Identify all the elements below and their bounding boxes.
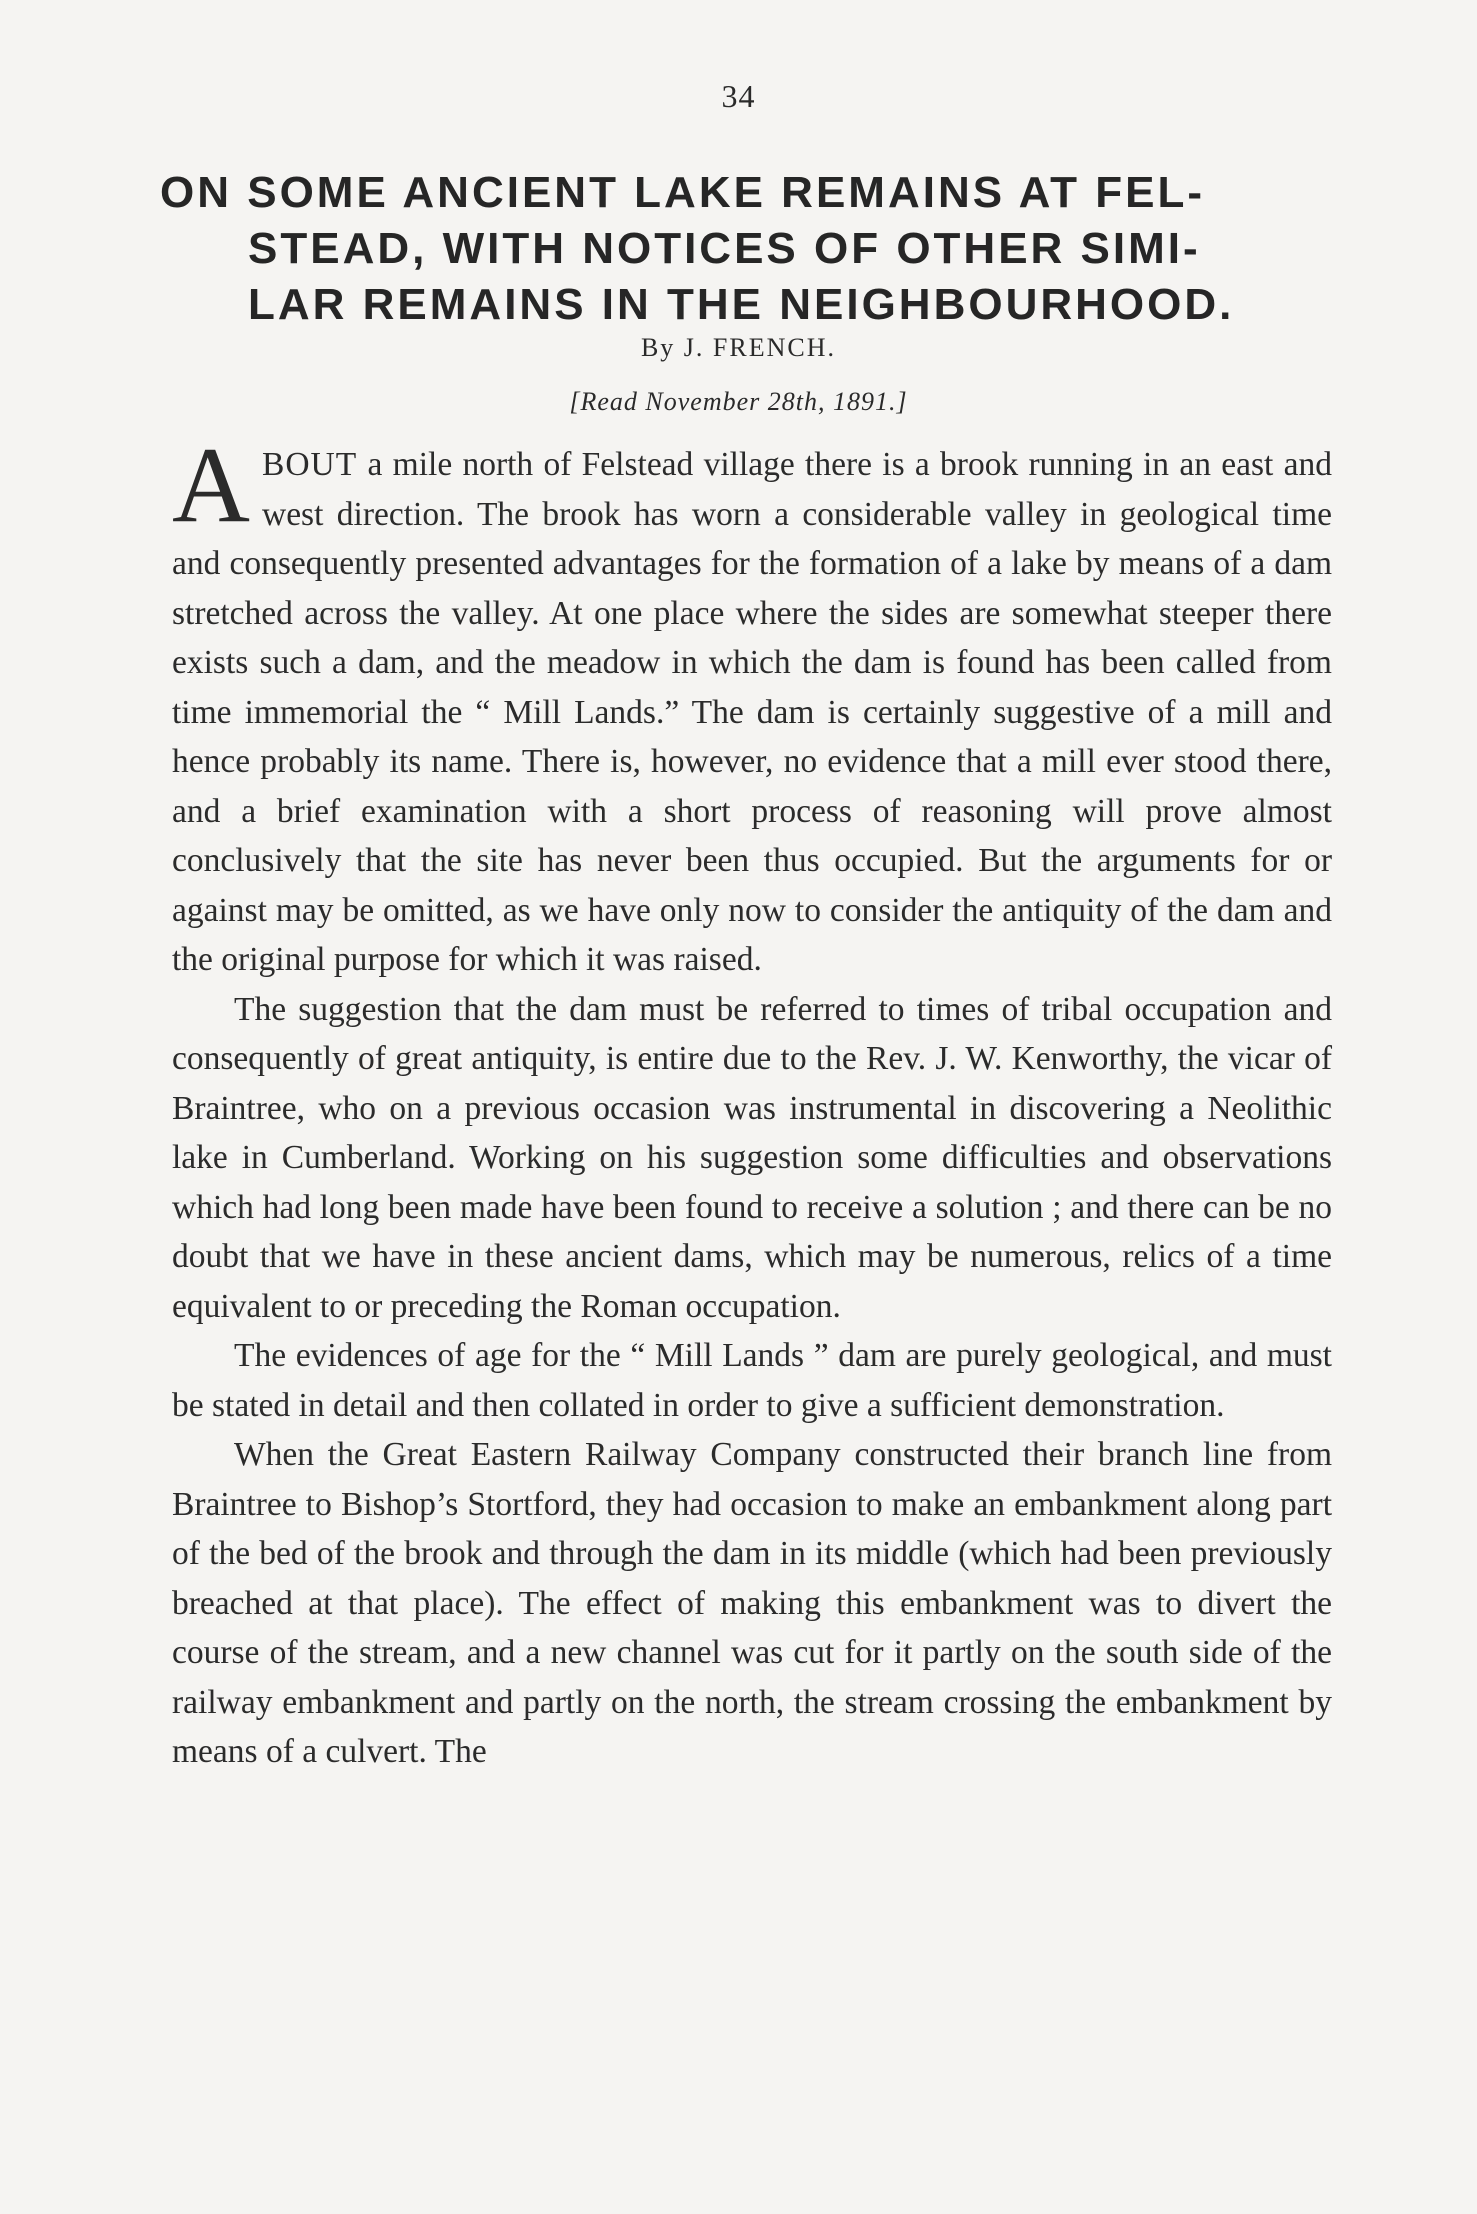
paragraph-1-text: a mile north of Felstead village there is a brook running in an east and west direction. The brook has worn a considerable valley in geological time and consequently presented advantages for the formation of a lake by means of a dam stretched across the valley. At one place where the sides are somewhat steeper there exists such a dam, and the meadow in which the dam is found has been called from time immemorial the “ Mill Lands.” The dam is certainly suggestive of a mill and hence probably its name. There is, however, no evidence that a mill ever stood there, and a brief examination with a short process of reasoning will prove almost conclusively that the site has never been thus occupied. But the arguments for or against may be omitted, as we have only now to consider the antiquity of the dam and the original purpose for which it was raised. xyxy=(172,446,1332,978)
paragraph-2: The suggestion that the dam must be referred to times of tribal occupation and consequently of great antiquity, is entire due to the Rev. J. W. Kenworthy, the vicar of Braintree, who on a previous occasion was instrumental in discovering a Neolithic lake in Cumberland. Working on his suggestion some difficulties and observations which had long been made have been found to receive a solution ; and there can be no doubt that we have in these ancient dams, which may be numerous, relics of a time equivalent to or preceding the Roman occupation. xyxy=(172,990,1332,1325)
page-number: 34 xyxy=(721,78,756,114)
read-date-note: [Read November 28th, 1891.] xyxy=(569,387,908,416)
article-body xyxy=(172,426,1332,1777)
title-line-1: ON SOME ANCIENT LAKE REMAINS AT FEL- xyxy=(160,168,1206,217)
title-line-3: LAR REMAINS IN THE NEIGHBOURHOOD. xyxy=(248,280,1235,329)
paragraph-1 xyxy=(172,426,1332,985)
drop-cap: A xyxy=(172,426,250,545)
article-title xyxy=(160,165,1340,333)
lead-word: BOUT xyxy=(262,446,358,483)
paragraph-3: The evidences of age for the “ Mill Lands ” dam are purely geological, and must be stated in detail and then collated in order to give a sufficient demonstration. xyxy=(172,1337,1332,1424)
title-line-2: STEAD, WITH NOTICES OF OTHER SIMI- xyxy=(248,224,1201,273)
paragraph-4: When the Great Eastern Railway Company constructed their branch line from Braintree to Bishop’s Stortford, they had occasion to make an embankment along part of the bed of the brook and through the dam in its middle (which had been previously breached at that place). The effect of making this embankment was to divert the course of the stream, and a new channel was cut for it partly on the south side of the railway embankment and partly on the north, the stream crossing the embankment by means of a culvert. The xyxy=(172,1436,1332,1770)
author-byline: By J. FRENCH. xyxy=(640,333,837,362)
